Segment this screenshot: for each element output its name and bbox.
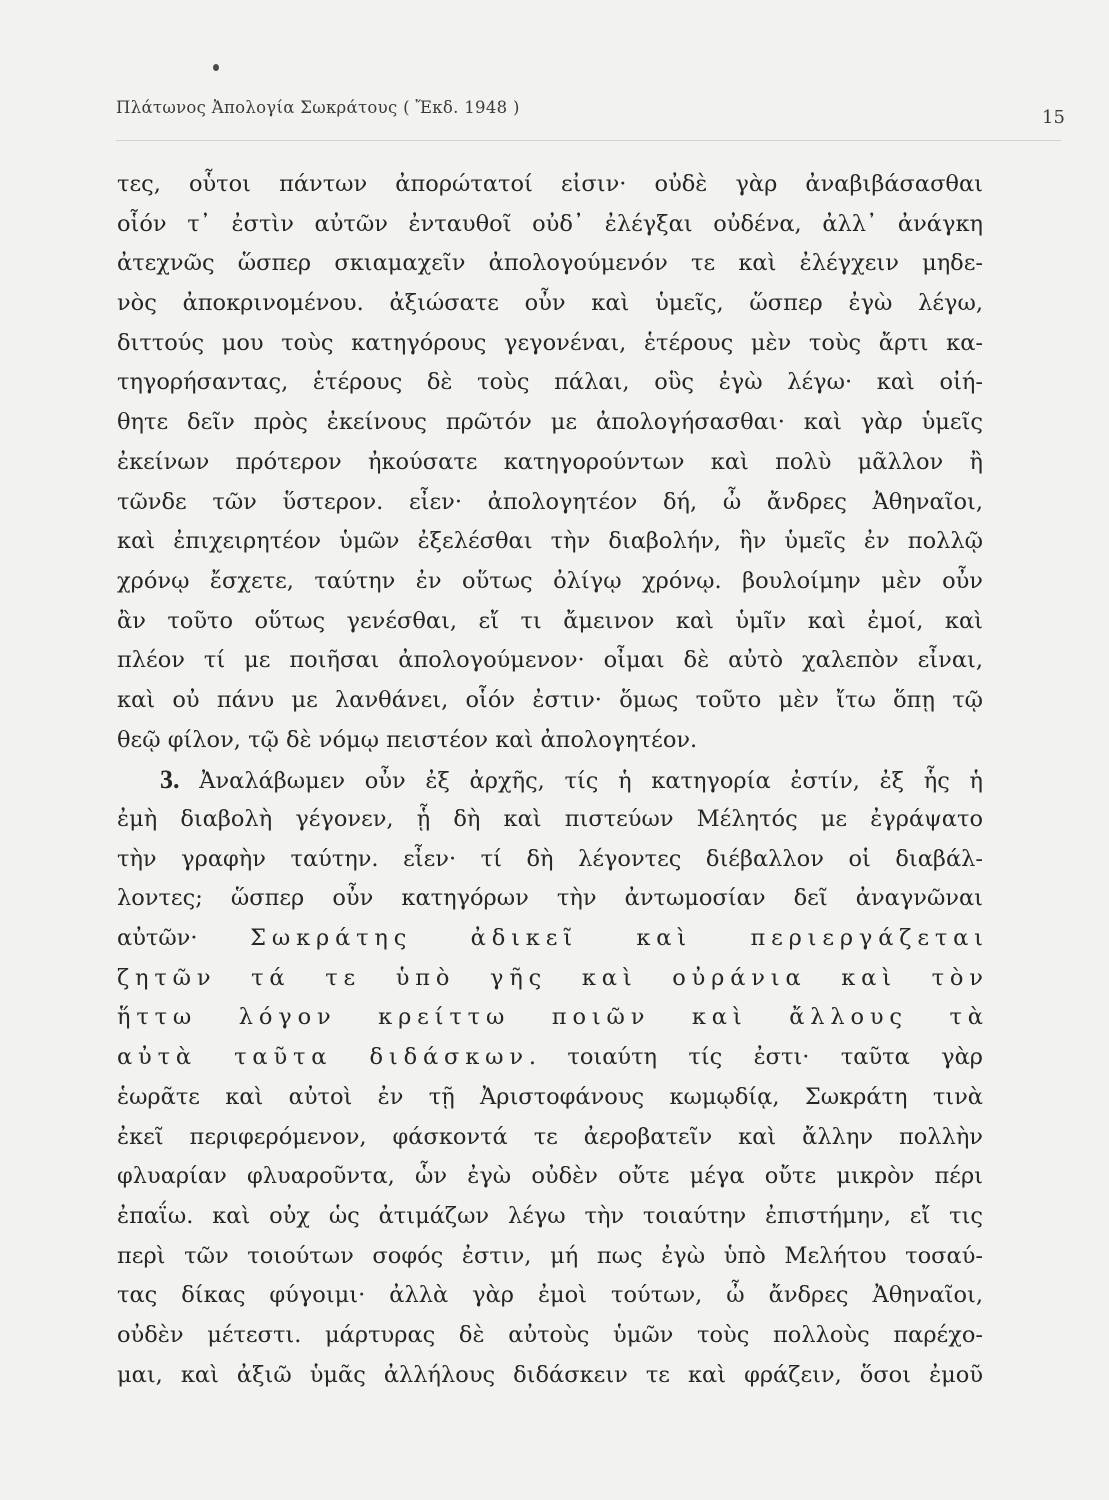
text-line: οὐδὲν μέτεστι. μάρτυρας δὲ αὐτοὺς ὑμῶν τοὺς πολλοὺς παρέχο-: [117, 1321, 983, 1348]
text-line: [117, 998, 989, 1038]
text-line: ἐμὴ διαβολὴ γέγονεν, ᾗ δὴ καὶ πιστεύων Μέλητός με ἐγράψατο: [117, 806, 983, 832]
text-line: [117, 959, 989, 999]
text-line: διττούς μου τοὺς κατηγόρους γεγονέναι, ἑτέρους μὲν τοὺς ἄρτι κα-: [117, 329, 983, 356]
text-line: τες, οὗτοι πάντων ἀπορώτατοί εἰσιν· οὐδὲ γὰρ ἀναβιβάσασθαι: [117, 171, 983, 197]
text-line: ἀτεχνῶς ὥσπερ σκιαμαχεῖν ἀπολογούμενόν τε καὶ ἐλέγχειν μηδε-: [117, 250, 983, 277]
text-line: περὶ τῶν τοιούτων σοφός ἐστιν, μή πως ἐγὼ ὑπὸ Μελήτου τοσαύ-: [117, 1242, 983, 1269]
text-line: [117, 1038, 983, 1078]
spaced-quote-segment: ἥττω λόγον κρείττω ποιῶν καὶ ἄλλους τὰ: [117, 1004, 989, 1031]
text-line: καὶ οὐ πάνυ με λανθάνει, οἷόν ἐστιν· ὅμως τοῦτο μὲν ἴτω ὅπῃ τῷ: [117, 686, 983, 713]
text-line: φλυαρίαν φλυαροῦντα, ὧν ἐγὼ οὐδὲν οὔτε μέγα οὔτε μικρὸν πέρι: [117, 1163, 983, 1190]
main-text: [117, 165, 989, 1395]
text-line: [117, 919, 989, 959]
text-line: θεῷ φίλον, τῷ δὲ νόμῳ πειστέον καὶ ἀπολογητέον.: [117, 726, 698, 753]
text-line: λοντες; ὥσπερ οὖν κατηγόρων τὴν ἀντωμοσίαν δεῖ ἀναγνῶναι: [117, 885, 983, 912]
text-segment: Ἀναλάβωμεν οὖν ἐξ ἀρχῆς, τίς ἡ κατηγορία ἐστίν, ἐξ ἧς ἡ: [199, 768, 984, 795]
spaced-quote-segment: ζητῶν τά τε ὑπὸ γῆς καὶ οὐράνια καὶ τὸν: [117, 964, 989, 991]
text-line: τας δίκας φύγοιμι· ἀλλὰ γὰρ ἐμοὶ τούτων, ὦ ἄνδρες Ἀθηναῖοι,: [117, 1282, 983, 1309]
spaced-quote-segment: Σωκράτης ἀδικεῖ καὶ περιεργάζεται: [250, 925, 989, 952]
text-line: ἐπαΐω. καὶ οὐχ ὡς ἀτιμάζων λέγω τὴν τοιαύτην ἐπιστήμην, εἴ τις: [117, 1202, 983, 1229]
text-line: ἐκεῖ περιφερόμενον, φάσκοντά τε ἀεροβατεῖν καὶ ἄλλην πολλὴν: [117, 1123, 983, 1150]
text-line: ἑωρᾶτε καὶ αὐτοὶ ἐν τῇ Ἀριστοφάνους κωμῳδίᾳ, Σωκράτη τινὰ: [117, 1083, 983, 1110]
text-segment: τοιαύτη τίς ἐστι· ταῦτα γὰρ: [567, 1044, 983, 1071]
text-line: χρόνῳ ἔσχετε, ταύτην ἐν οὕτως ὀλίγῳ χρόνῳ. βουλοίμην μὲν οὖν: [117, 567, 983, 594]
spaced-quote-segment: αὐτὰ ταῦτα διδάσκων.: [117, 1044, 542, 1071]
text-line: ἐκείνων πρότερον ἠκούσατε κατηγορούντων καὶ πολὺ μᾶλλον ἢ: [117, 448, 983, 475]
text-line: πλέον τί με ποιῆσαι ἀπολογούμενον· οἶμαι δὲ αὐτὸ χαλεπὸν εἶναι,: [117, 647, 983, 674]
text-line: ἂν τοῦτο οὕτως γενέσθαι, εἴ τι ἄμεινον καὶ ὑμῖν καὶ ἐμοί, καὶ: [117, 607, 983, 634]
text-segment: αὐτῶν·: [117, 925, 198, 952]
paragraph-section-3: [117, 760, 989, 1395]
running-title: Πλάτωνος Ἀπολογία Σωκράτους ( Ἔκδ. 1948 ): [116, 98, 520, 117]
text-line: [117, 760, 983, 800]
page-number: 15: [1042, 107, 1065, 128]
text-line: θητε δεῖν πρὸς ἐκείνους πρῶτόν με ἀπολογήσασθαι· καὶ γὰρ ὑμεῖς: [117, 409, 983, 436]
running-header: [116, 96, 1066, 130]
header-rule: [116, 140, 1061, 141]
scan-speck: [213, 64, 219, 71]
text-line: οἷόν τ᾽ ἐστὶν αὐτῶν ἐνταυθοῖ οὐδ᾽ ἐλέγξαι οὐδένα, ἀλλ᾽ ἀνάγκη: [117, 210, 983, 237]
text-line: τῶνδε τῶν ὕστερον. εἶεν· ἀπολογητέον δή, ὦ ἄνδρες Ἀθηναῖοι,: [117, 488, 983, 515]
section-number: 3.: [160, 765, 180, 795]
text-line: νὸς ἀποκρινομένου. ἀξιώσατε οὖν καὶ ὑμεῖς, ὥσπερ ἐγὼ λέγω,: [117, 290, 983, 317]
text-line: καὶ ἐπιχειρητέον ὑμῶν ἐξελέσθαι τὴν διαβολήν, ἣν ὑμεῖς ἐν πολλῷ: [117, 528, 983, 555]
text-line: τὴν γραφὴν ταύτην. εἶεν· τί δὴ λέγοντες διέβαλλον οἱ διαβάλ-: [117, 845, 983, 872]
paragraph: [117, 165, 983, 760]
text-line: τηγορήσαντας, ἑτέρους δὲ τοὺς πάλαι, οὓς ἐγὼ λέγω· καὶ οἰή-: [117, 369, 983, 396]
text-line: μαι, καὶ ἀξιῶ ὑμᾶς ἀλλήλους διδάσκειν τε καὶ φράζειν, ὅσοι ἐμοῦ: [117, 1361, 983, 1388]
